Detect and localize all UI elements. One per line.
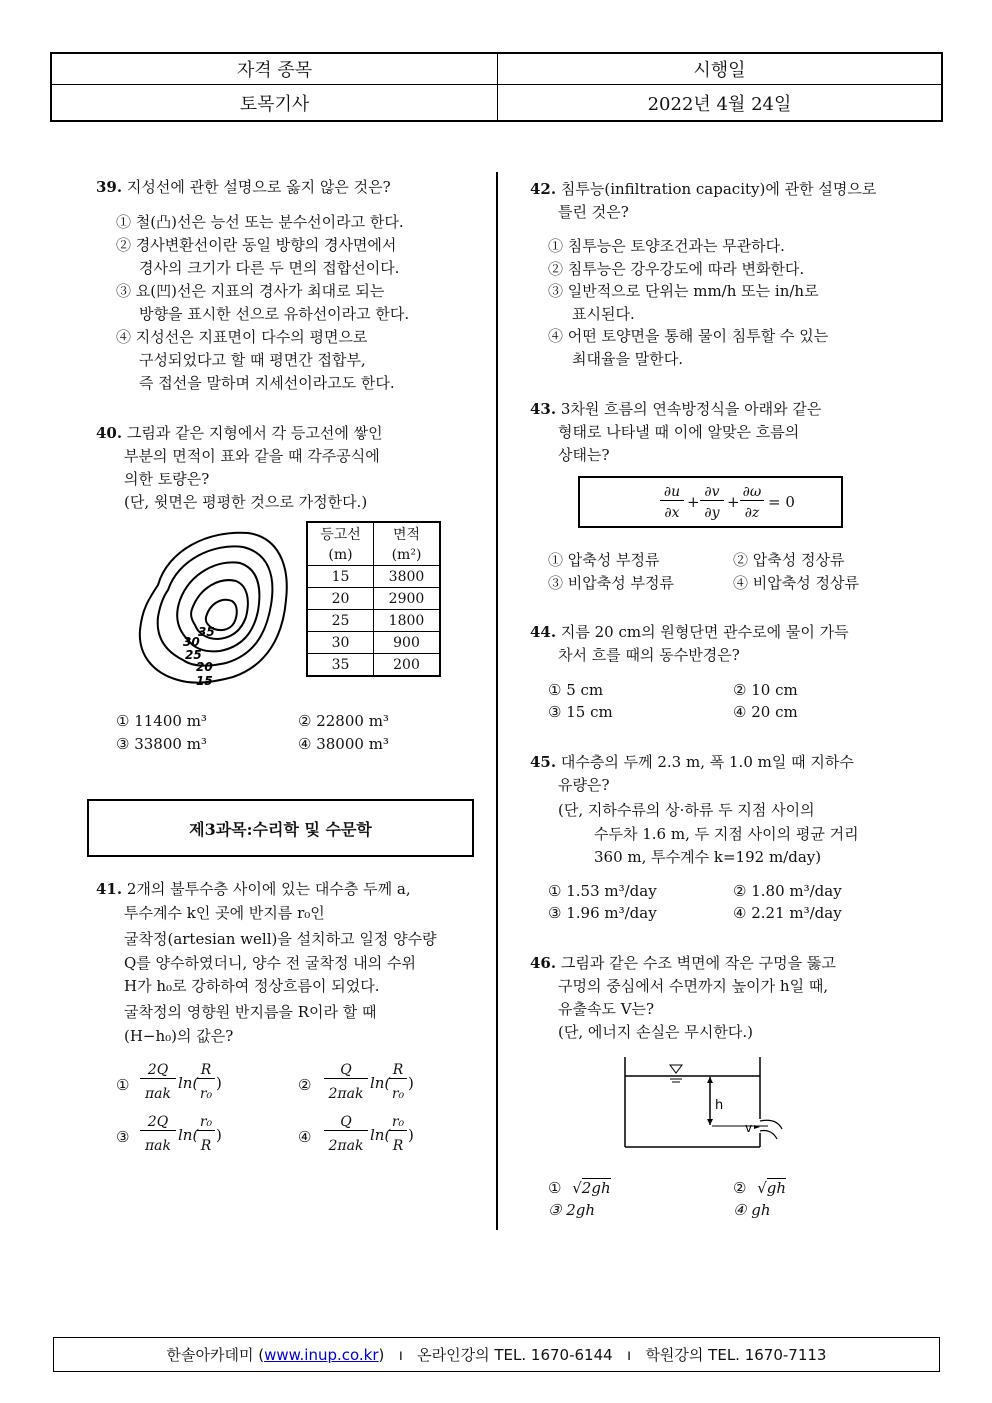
q41-text-7: (H−h₀)의 값은?	[124, 1027, 234, 1045]
question-number: 43.	[530, 400, 557, 418]
question-number: 46.	[530, 954, 557, 972]
plus-sign: +	[687, 493, 700, 511]
sqrt-expression: 2gh	[581, 1179, 611, 1197]
q39-option-2-cont: 경사의 크기가 다른 두 면의 접합선이다.	[139, 259, 400, 277]
question-42	[530, 178, 876, 200]
fraction-denominator: 2πak	[328, 1138, 364, 1154]
fraction-numerator: ∂v	[700, 484, 724, 501]
q46-text-4: (단, 에너지 손실은 무시한다.)	[558, 1023, 753, 1041]
velocity-label: v	[745, 1121, 753, 1135]
contour-label: 25	[185, 648, 202, 662]
question-text: 그림과 같은 수조 벽면에 작은 구멍을 뚫고	[560, 954, 836, 972]
table-row	[307, 654, 440, 677]
ln-text: ln(	[370, 1074, 391, 1092]
q44-option-1: ① 5 cm	[548, 681, 604, 699]
q42-option-3-cont: 표시된다.	[572, 305, 635, 323]
contour-label: 20	[196, 660, 213, 674]
q45-text-2: 유량은?	[558, 776, 610, 794]
table-cell: 35	[307, 654, 374, 677]
question-text: 지름 20 cm의 원형단면 관수로에 물이 가득	[560, 623, 849, 641]
footer-brand: 한솔아카데미 (	[166, 1346, 265, 1364]
question-text: 지성선에 관한 설명으로 옳지 않은 것은?	[126, 178, 391, 196]
question-text: 3차원 흐름의 연속방정식을 아래와 같은	[560, 400, 822, 418]
q42-option-4: ④ 어떤 토양면을 통해 물이 침투할 수 있는	[548, 327, 829, 345]
fraction-denominator: πak	[144, 1138, 172, 1154]
contour-label: 35	[198, 625, 215, 639]
q44-text-2: 차서 흐를 때의 동수반경은?	[558, 646, 740, 664]
arrow-down-icon	[707, 1119, 713, 1125]
table-row	[307, 610, 440, 632]
ln-text: ln(	[370, 1126, 391, 1144]
option-mark: ②	[733, 1179, 747, 1197]
q45-option-2: ② 1.80 m³/day	[733, 882, 842, 900]
q41-text-3: 굴착정(artesian well)을 설치하고 일정 양수량	[124, 930, 437, 948]
contour-area-table	[306, 521, 441, 677]
q44-option-2: ② 10 cm	[733, 681, 798, 699]
q43-option-1: ① 압축성 부정류	[548, 551, 660, 569]
table-cell: 200	[374, 654, 441, 677]
fraction-denominator: ∂y	[704, 505, 720, 521]
fraction-numerator: 2Q	[140, 1062, 176, 1079]
q43-text-3: 상태는?	[558, 446, 610, 464]
paren: )	[216, 1126, 222, 1144]
q45-option-1: ① 1.53 m³/day	[548, 882, 657, 900]
table-cell: 25	[307, 610, 374, 632]
question-number: 40.	[96, 424, 123, 442]
ln-text: ln(	[178, 1126, 199, 1144]
q39-option-2: ② 경사변환선이란 동일 방향의 경사면에서	[116, 236, 397, 254]
q42-option-2: ② 침투능은 강우강도에 따라 변화한다.	[548, 260, 805, 278]
sqrt-expression: gh	[766, 1179, 787, 1197]
q44-option-3: ③ 15 cm	[548, 703, 613, 721]
question-46	[530, 952, 836, 974]
question-44	[530, 621, 849, 643]
table-cell: 900	[374, 632, 441, 654]
question-41	[96, 878, 411, 900]
q43-option-3: ③ 비압축성 부정류	[548, 574, 674, 592]
fraction-numerator: R	[389, 1062, 407, 1079]
q46-text-2: 구멍의 중심에서 수면까지 높이가 h일 때,	[558, 977, 829, 995]
q39-option-3: ③ 요(凹)선은 지표의 경사가 최대로 되는	[116, 282, 385, 300]
q39-option-3-cont: 방향을 표시한 선으로 유하선이라고 한다.	[139, 305, 410, 323]
q40-option-3: ③ 33800 m³	[116, 735, 207, 753]
fraction-denominator: ∂z	[744, 505, 760, 521]
q46-option-1	[548, 1177, 611, 1199]
header-col2-value: 2022년 4월 24일	[647, 93, 792, 115]
question-number: 44.	[530, 623, 557, 641]
fraction-numerator: 2Q	[140, 1114, 176, 1131]
option-mark: ②	[298, 1076, 312, 1094]
q40-option-2: ② 22800 m³	[298, 712, 389, 730]
fraction-denominator: r₀	[391, 1086, 405, 1102]
q42-text-2: 틀린 것은?	[558, 203, 629, 221]
q45-option-3: ③ 1.96 m³/day	[548, 904, 657, 922]
question-number: 45.	[530, 753, 557, 771]
q42-option-3: ③ 일반적으로 단위는 mm/h 또는 in/h로	[548, 282, 819, 300]
question-text: 대수층의 두께 2.3 m, 폭 1.0 m일 때 지하수	[560, 753, 854, 771]
q40-option-1: ① 11400 m³	[116, 712, 207, 730]
arrow-up-icon	[707, 1077, 713, 1083]
fraction-numerator: ∂ω	[740, 484, 764, 501]
fraction-numerator: R	[197, 1062, 215, 1079]
table-cell: 20	[307, 588, 374, 610]
table-header-cell: (m)	[307, 544, 374, 566]
question-45	[530, 751, 854, 773]
plus-sign: +	[727, 493, 740, 511]
table-header-cell: (m²)	[374, 544, 441, 566]
sqrt-icon: √	[572, 1179, 582, 1197]
paren: )	[408, 1074, 414, 1092]
header-col1-title: 자격 종목	[236, 60, 313, 81]
question-39	[96, 176, 391, 198]
equation-rhs: = 0	[768, 493, 795, 511]
q43-option-4: ④ 비압축성 정상류	[733, 574, 859, 592]
q40-option-4: ④ 38000 m³	[298, 735, 389, 753]
footer-contact: ) ı 온라인강의 TEL. 1670-6144 ı 학원강의 TEL. 1670-7113	[378, 1346, 827, 1364]
question-number: 39.	[96, 178, 123, 196]
continuity-equation-box	[578, 476, 843, 528]
q40-text-2: 부분의 면적이 표와 같을 때 각주공식에	[124, 447, 380, 465]
table-cell: 30	[307, 632, 374, 654]
q45-text-4: 수두차 1.6 m, 두 지점 사이의 평균 거리	[594, 825, 859, 843]
q39-option-4-cont: 구성되었다고 할 때 평면간 접합부,	[139, 351, 366, 369]
q45-text-5: 360 m, 투수계수 k=192 m/day)	[594, 848, 822, 866]
fraction-numerator: Q	[324, 1114, 368, 1131]
table-cell: 15	[307, 566, 374, 588]
footer-website-link[interactable]: www.inup.co.kr	[264, 1345, 379, 1364]
q41-text-4: Q를 양수하였더니, 양수 전 굴착정 내의 수위	[124, 954, 417, 972]
q41-text-6: 굴착정의 영향원 반지름을 R이라 할 때	[124, 1003, 377, 1021]
q46-option-4: ④ gh	[733, 1201, 771, 1219]
fraction-denominator: ∂x	[664, 505, 680, 521]
table-header-cell: 등고선	[307, 522, 374, 544]
fraction-numerator: Q	[324, 1062, 368, 1079]
q39-option-4-cont2: 즉 접선을 말하며 지세선이라고도 한다.	[139, 374, 395, 392]
question-43	[530, 398, 821, 420]
q41-text-5: H가 h₀로 강하하여 정상흐름이 되었다.	[124, 977, 380, 995]
paren: )	[408, 1126, 414, 1144]
paren: )	[216, 1074, 222, 1092]
fraction-numerator: ∂u	[660, 484, 684, 501]
q39-option-4: ④ 지성선은 지표면이 다수의 평면으로	[116, 328, 368, 346]
question-text: 2개의 불투수층 사이에 있는 대수층 두께 a,	[126, 880, 411, 898]
q44-option-4: ④ 20 cm	[733, 703, 798, 721]
q45-option-4: ④ 2.21 m³/day	[733, 904, 842, 922]
contour-label: 15	[196, 674, 213, 688]
table-cell: 2900	[374, 588, 441, 610]
q41-text-2: 투수계수 k인 곳에 반지름 r₀인	[124, 904, 325, 922]
option-mark: ④	[298, 1128, 312, 1146]
q40-text-3: 의한 토량은?	[124, 470, 210, 488]
header-col2-title: 시행일	[693, 60, 746, 81]
contour-label: 30	[183, 635, 200, 649]
q40-text-4: (단, 윗면은 평평한 것으로 가정한다.)	[124, 493, 368, 511]
table-row	[307, 566, 440, 588]
question-text: 그림과 같은 지형에서 각 등고선에 쌓인	[126, 424, 383, 442]
table-cell: 3800	[374, 566, 441, 588]
ln-text: ln(	[178, 1074, 199, 1092]
q46-option-3: ③ 2gh	[548, 1201, 596, 1219]
height-label: h	[715, 1098, 724, 1113]
header-table	[50, 52, 943, 122]
q46-text-3: 유출속도 V는?	[558, 1000, 655, 1018]
q43-option-2: ② 압축성 정상류	[733, 551, 845, 569]
q43-text-2: 형태로 나타낼 때 이에 알맞은 흐름의	[558, 423, 800, 441]
table-cell: 1800	[374, 610, 441, 632]
q45-text-3: (단, 지하수류의 상·하류 두 지점 사이의	[558, 801, 815, 819]
table-row	[307, 588, 440, 610]
water-surface-icon	[670, 1065, 682, 1082]
table-header-cell: 면적	[374, 522, 441, 544]
option-mark: ①	[116, 1076, 130, 1094]
table-row	[307, 632, 440, 654]
fraction-denominator: 2πak	[328, 1086, 364, 1102]
section-title-box: 제3과목:수리학 및 수문학	[87, 799, 474, 857]
question-number: 41.	[96, 880, 123, 898]
q42-option-1: ① 침투능은 토양조건과는 무관하다.	[548, 237, 785, 255]
water-tank-figure	[620, 1055, 790, 1150]
question-number: 42.	[530, 180, 557, 198]
option-mark: ③	[116, 1128, 130, 1146]
fraction-denominator: R	[200, 1138, 212, 1154]
question-40	[96, 422, 383, 444]
q46-option-2	[733, 1177, 786, 1199]
fraction-denominator: πak	[144, 1086, 172, 1102]
contour-map-figure	[128, 525, 296, 690]
fraction-denominator: r₀	[199, 1086, 213, 1102]
sqrt-icon: √	[757, 1179, 767, 1197]
footer-bar	[53, 1337, 940, 1372]
option-mark: ①	[548, 1179, 562, 1197]
fraction-denominator: R	[392, 1138, 404, 1154]
fraction-numerator: r₀	[389, 1114, 407, 1131]
header-col1-value: 토목기사	[239, 93, 310, 115]
question-text: 침투능(infiltration capacity)에 관한 설명으로	[560, 180, 877, 198]
q42-option-4-cont: 최대율을 말한다.	[572, 350, 683, 368]
fraction-numerator: r₀	[197, 1114, 215, 1131]
q39-option-1: ① 철(凸)선은 능선 또는 분수선이라고 한다.	[116, 213, 404, 231]
column-divider	[496, 172, 498, 1230]
